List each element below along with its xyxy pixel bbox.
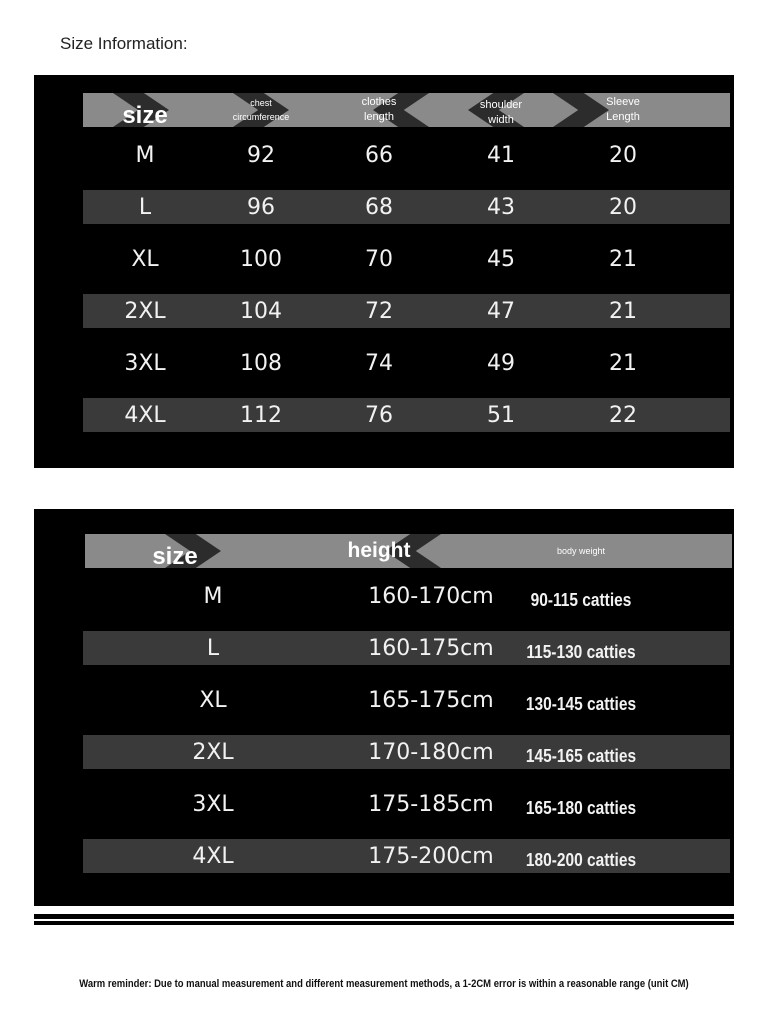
header-shoulder-line2: width	[488, 114, 514, 126]
header-body-weight: body weight	[556, 546, 606, 556]
table-row	[83, 398, 730, 432]
shoulder-cell: 49	[487, 350, 515, 376]
size-cell: 4XL	[124, 402, 166, 428]
chest-cell: 92	[247, 142, 275, 168]
size-cell: M	[135, 142, 155, 168]
sleeve-cell: 20	[609, 194, 637, 220]
length-cell: 68	[365, 194, 393, 220]
header-sleeve-length	[583, 93, 663, 127]
sleeve-cell: 21	[609, 350, 637, 376]
header-size: size	[122, 102, 168, 127]
header-size: size	[152, 543, 198, 568]
header-clothes-length	[339, 93, 419, 127]
table-row	[83, 579, 730, 613]
size-cell: 3XL	[124, 350, 166, 376]
weight-cell: 90-115 catties	[530, 589, 632, 610]
page-title: Size Information:	[60, 34, 188, 53]
height-cell: 175-185cm	[368, 791, 494, 817]
table-row	[83, 294, 730, 328]
length-cell: 74	[365, 350, 393, 376]
size-cell: 2XL	[124, 298, 166, 324]
shoulder-cell: 47	[487, 298, 515, 324]
table-row	[83, 346, 730, 380]
table-row	[83, 683, 730, 717]
shoulder-cell: 45	[487, 246, 515, 272]
chest-cell: 100	[240, 246, 282, 272]
divider	[34, 914, 734, 919]
table-row	[83, 787, 730, 821]
warm-reminder: Warm reminder: Due to manual measurement and different measurement methods, a 1-2CM error is within a reasonable range (unit CM)	[79, 978, 689, 990]
height-cell: 175-200cm	[368, 843, 494, 869]
size-table-measurements	[34, 75, 734, 468]
chest-cell: 112	[240, 402, 282, 428]
header-chest-line2: circumference	[232, 112, 290, 122]
weight-cell: 130-145 catties	[525, 693, 637, 714]
table-row	[83, 839, 730, 873]
table-header	[83, 93, 730, 127]
header-chest-line1: chest	[250, 98, 272, 108]
chest-cell: 104	[240, 298, 282, 324]
shoulder-cell: 51	[487, 402, 515, 428]
height-cell: 160-170cm	[368, 583, 494, 609]
table-row	[83, 138, 730, 172]
height-cell: 160-175cm	[368, 635, 494, 661]
table-row	[83, 242, 730, 276]
table-row	[83, 631, 730, 665]
sleeve-cell: 21	[609, 298, 637, 324]
length-cell: 72	[365, 298, 393, 324]
size-cell: XL	[131, 246, 159, 272]
length-cell: 70	[365, 246, 393, 272]
sleeve-cell: 22	[609, 402, 637, 428]
table-row	[83, 190, 730, 224]
size-cell: L	[206, 635, 220, 661]
header-height: height	[347, 539, 411, 562]
height-cell: 170-180cm	[368, 739, 494, 765]
header-shoulder-line1: shoulder	[479, 99, 523, 111]
height-cell: 165-175cm	[368, 687, 494, 713]
header-sleeve-line2: Length	[606, 111, 640, 123]
divider	[34, 921, 734, 925]
size-cell: XL	[199, 687, 227, 713]
chest-cell: 96	[247, 194, 275, 220]
length-cell: 76	[365, 402, 393, 428]
table-header	[85, 534, 732, 568]
length-cell: 66	[365, 142, 393, 168]
weight-cell: 165-180 catties	[525, 797, 637, 818]
size-table-body-fit	[34, 509, 734, 906]
chest-cell: 108	[240, 350, 282, 376]
header-sleeve-line1: Sleeve	[606, 96, 640, 108]
size-cell: L	[138, 194, 152, 220]
size-cell: 4XL	[192, 843, 234, 869]
weight-cell: 180-200 catties	[525, 849, 637, 870]
header-length-line1: clothes	[361, 96, 397, 108]
sleeve-cell: 20	[609, 142, 637, 168]
shoulder-cell: 41	[487, 142, 515, 168]
header-shoulder-width	[461, 96, 541, 127]
size-cell: M	[203, 583, 223, 609]
size-cell: 3XL	[192, 791, 234, 817]
weight-cell: 115-130 catties	[526, 641, 636, 662]
sleeve-cell: 21	[609, 246, 637, 272]
shoulder-cell: 43	[487, 194, 515, 220]
weight-cell: 145-165 catties	[525, 745, 637, 766]
header-length-line2: length	[364, 111, 394, 123]
size-cell: 2XL	[192, 739, 234, 765]
header-chest	[213, 93, 309, 127]
table-row	[83, 735, 730, 769]
